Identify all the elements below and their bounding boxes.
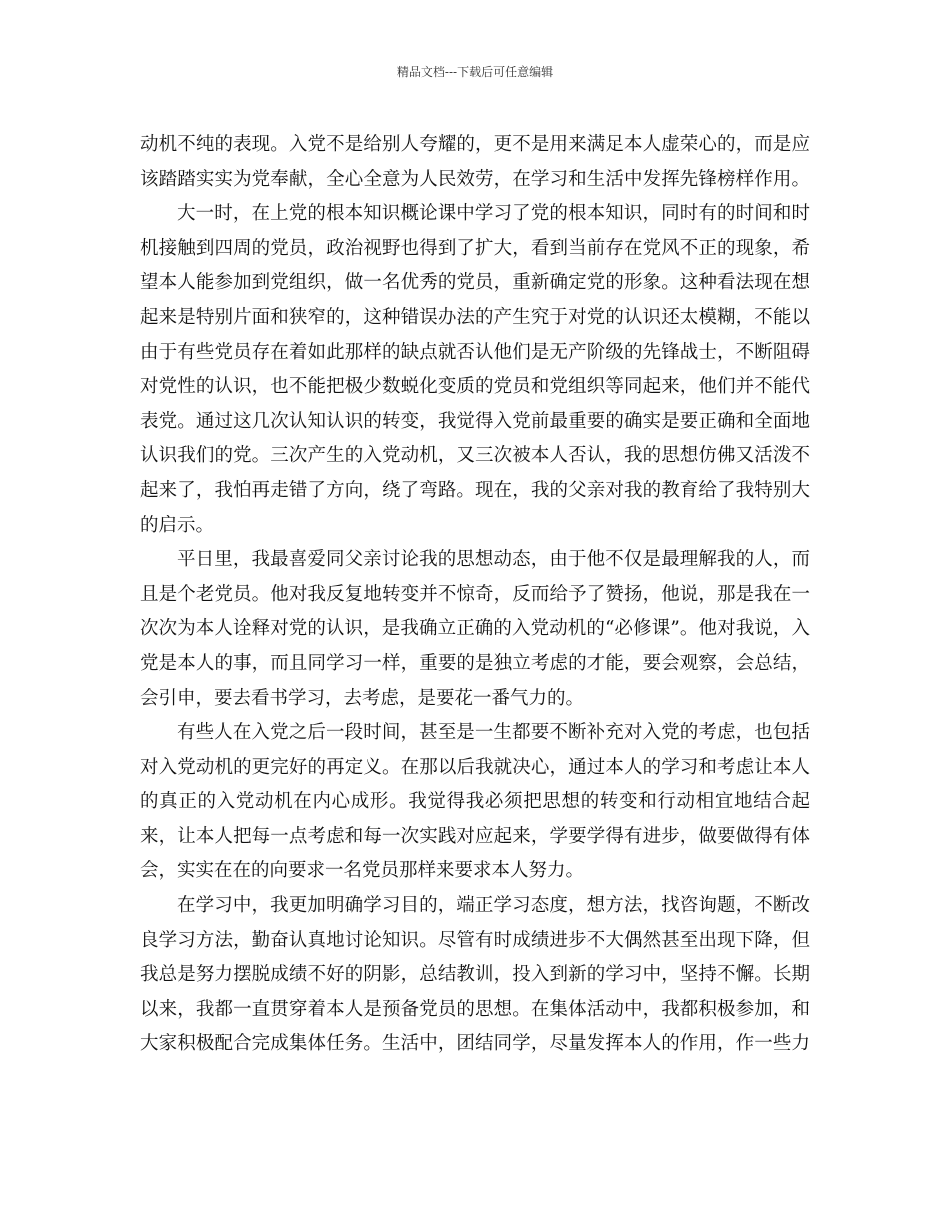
paragraph <box>140 128 810 197</box>
text-line: 且是个老党员。他对我反复地转变并不惊奇，反而给予了赞扬，他说，那是我在一 <box>140 583 810 605</box>
paragraph <box>140 889 810 1062</box>
text-line: 由于有些党员存在着如此那样的缺点就否认他们是无产阶级的先锋战士，不断阻碍 <box>140 341 810 363</box>
text-line: 会，实实在在的向要求一名党员那样来要求本人努力。 <box>140 860 585 882</box>
text-line: 机接触到四周的党员，政治视野也得到了扩大，看到当前存在党风不正的现象，希 <box>140 237 810 259</box>
text-line: 大家积极配合完成集体任务。生活中，团结同学，尽量发挥本人的作用，作一些力 <box>140 1033 810 1055</box>
text-line: 起来了，我怕再走错了方向，绕了弯路。现在，我的父亲对我的教育给了我特别大 <box>140 479 810 501</box>
page-header: 精品文档---下载后可任意编辑 <box>396 65 554 79</box>
text-line: 望本人能参加到党组织，做一名优秀的党员，重新确定党的形象。这种看法现在想 <box>140 272 810 294</box>
text-line: 次次为本人诠释对党的认识，是我确立正确的入党动机的“必修课”。他对我说，入 <box>140 618 810 640</box>
text-line: 我总是努力摆脱成绩不好的阴影，总结教训，投入到新的学习中，坚持不懈。长期 <box>140 964 810 986</box>
text-line: 起来是特别片面和狭窄的，这种错误办法的产生究于对党的认识还太模糊，不能以 <box>140 306 810 328</box>
text-line: 在学习中，我更加明确学习目的，端正学习态度，想方法，找咨询题，不断改 <box>177 895 810 917</box>
text-line: 的启示。 <box>140 514 215 536</box>
text-line: 对入党动机的更完好的再定义。在那以后我就决心，通过本人的学习和考虑让本人 <box>140 756 810 778</box>
text-line: 良学习方法，勤奋认真地讨论知识。尽管有时成绩进步不大偶然甚至出现下降，但 <box>140 929 810 951</box>
text-line: 党是本人的事，而且同学习一样，重要的是独立考虑的才能，要会观察，会总结， <box>140 652 810 674</box>
paragraph <box>140 543 810 716</box>
text-line: 以来，我都一直贯穿着本人是预备党员的思想。在集体活动中，我都积极参加，和 <box>140 998 810 1020</box>
text-line: 的真正的入党动机在内心成形。我觉得我必须把思想的转变和行动相宜地结合起 <box>140 791 810 813</box>
paragraph <box>140 197 810 543</box>
text-line: 对党性的认识，也不能把极少数蜕化变质的党员和党组织等同起来，他们并不能代 <box>140 376 810 398</box>
text-line: 来，让本人把每一点考虑和每一次实践对应起来，学要学得有进步，做要做得有体 <box>140 825 810 847</box>
paragraph <box>140 716 810 889</box>
text-line: 该踏踏实实为党奉献，全心全意为人民效劳，在学习和生活中发挥先锋榜样作用。 <box>140 168 810 190</box>
document-body <box>140 128 810 1062</box>
text-line: 表党。通过这几次认知认识的转变，我觉得入党前最重要的确实是要正确和全面地 <box>140 410 810 432</box>
text-line: 动机不纯的表现。入党不是给别人夸耀的，更不是用来满足本人虚荣心的，而是应 <box>140 134 810 155</box>
text-line: 大一时，在上党的根本知识概论课中学习了党的根本知识，同时有的时间和时 <box>177 203 810 225</box>
text-line: 有些人在入党之后一段时间，甚至是一生都要不断补充对入党的考虑，也包括 <box>177 722 810 744</box>
text-line: 平日里，我最喜爱同父亲讨论我的思想动态，由于他不仅是最理解我的人，而 <box>177 549 810 571</box>
text-line: 会引申，要去看书学习，去考虑，是要花一番气力的。 <box>140 687 585 709</box>
text-line: 认识我们的党。三次产生的入党动机，又三次被本人否认，我的思想仿佛又活泼不 <box>140 445 810 467</box>
